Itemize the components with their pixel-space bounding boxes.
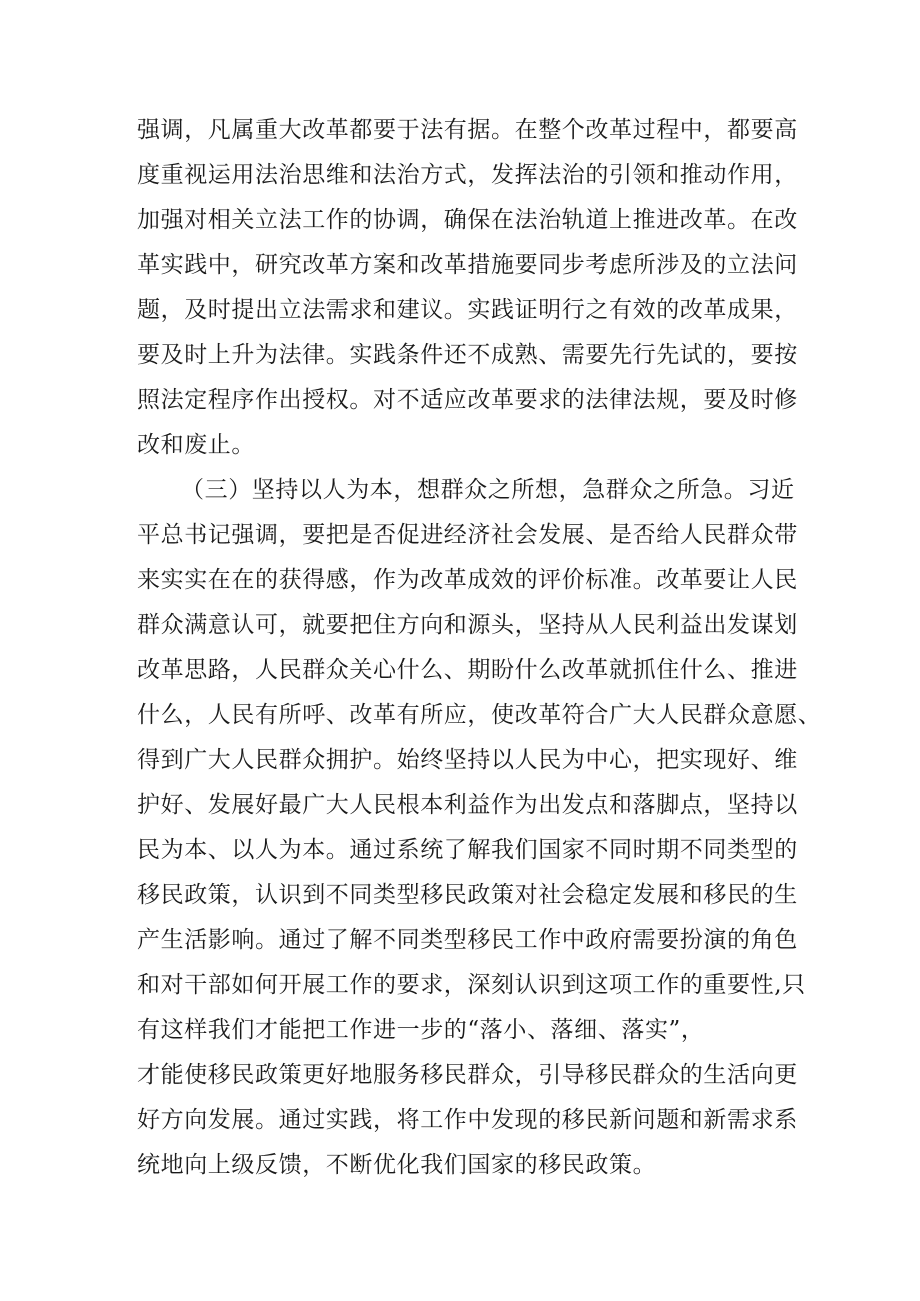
text-line: 什么，人民有所呼、改革有所应，使改革符合广大人民群众意愿、 [137, 702, 822, 728]
text-line: 护好、发展好最广大人民根本利益作为出发点和落脚点，坚持以 [137, 792, 798, 818]
text-line: 照法定程序作出授权。对不适应改革要求的法律法规，要及时修 [137, 387, 798, 413]
text-line: 民为本、以人为本。通过系统了解我们国家不同时期不同类型的 [137, 837, 798, 863]
text-line: 移民政策，认识到不同类型移民政策对社会稳定发展和移民的生 [137, 882, 798, 908]
section-heading-line: （三）坚持以人为本，想群众之所想，急群众之所急。习近 [181, 477, 795, 503]
text-line: 产生活影响。通过了解不同类型移民工作中政府需要扮演的角色 [137, 927, 798, 953]
text-line: 和对干部如何开展工作的要求，深刻认识到这项工作的重要性,只 [137, 972, 806, 998]
text-line: 才能使移民政策更好地服务移民群众，引导移民群众的生活向更 [137, 1062, 798, 1088]
text-line: 强调，凡属重大改革都要于法有据。在整个改革过程中，都要高 [137, 117, 798, 143]
text-line: 来实实在在的获得感，作为改革成效的评价标准。改革要让人民 [137, 567, 798, 593]
text-line: 统地向上级反馈，不断优化我们国家的移民政策。 [137, 1152, 657, 1178]
text-line: 加强对相关立法工作的协调，确保在法治轨道上推进改革。在改 [137, 207, 798, 233]
text-line: 题，及时提出立法需求和建议。实践证明行之有效的改革成果， [137, 297, 798, 323]
text-line: 改和废止。 [137, 432, 255, 458]
text-line: 革实践中，研究改革方案和改革措施要同步考虑所涉及的立法问 [137, 252, 798, 278]
text-line: 群众满意认可，就要把住方向和源头，坚持从人民利益出发谋划 [137, 612, 798, 638]
text-line: 得到广大人民群众拥护。始终坚持以人民为中心，把实现好、维 [137, 747, 798, 773]
text-line: 有这样我们才能把工作进一步的“落小、落细、落实”， [137, 1017, 705, 1043]
text-line: 改革思路，人民群众关心什么、期盼什么改革就抓住什么、推进 [137, 657, 798, 683]
text-line: 要及时上升为法律。实践条件还不成熟、需要先行先试的，要按 [137, 342, 798, 368]
text-line: 度重视运用法治思维和法治方式，发挥法治的引领和推动作用， [137, 162, 798, 188]
text-line: 平总书记强调，要把是否促进经济社会发展、是否给人民群众带 [137, 522, 798, 548]
text-line: 好方向发展。通过实践，将工作中发现的移民新问题和新需求系 [137, 1107, 798, 1133]
